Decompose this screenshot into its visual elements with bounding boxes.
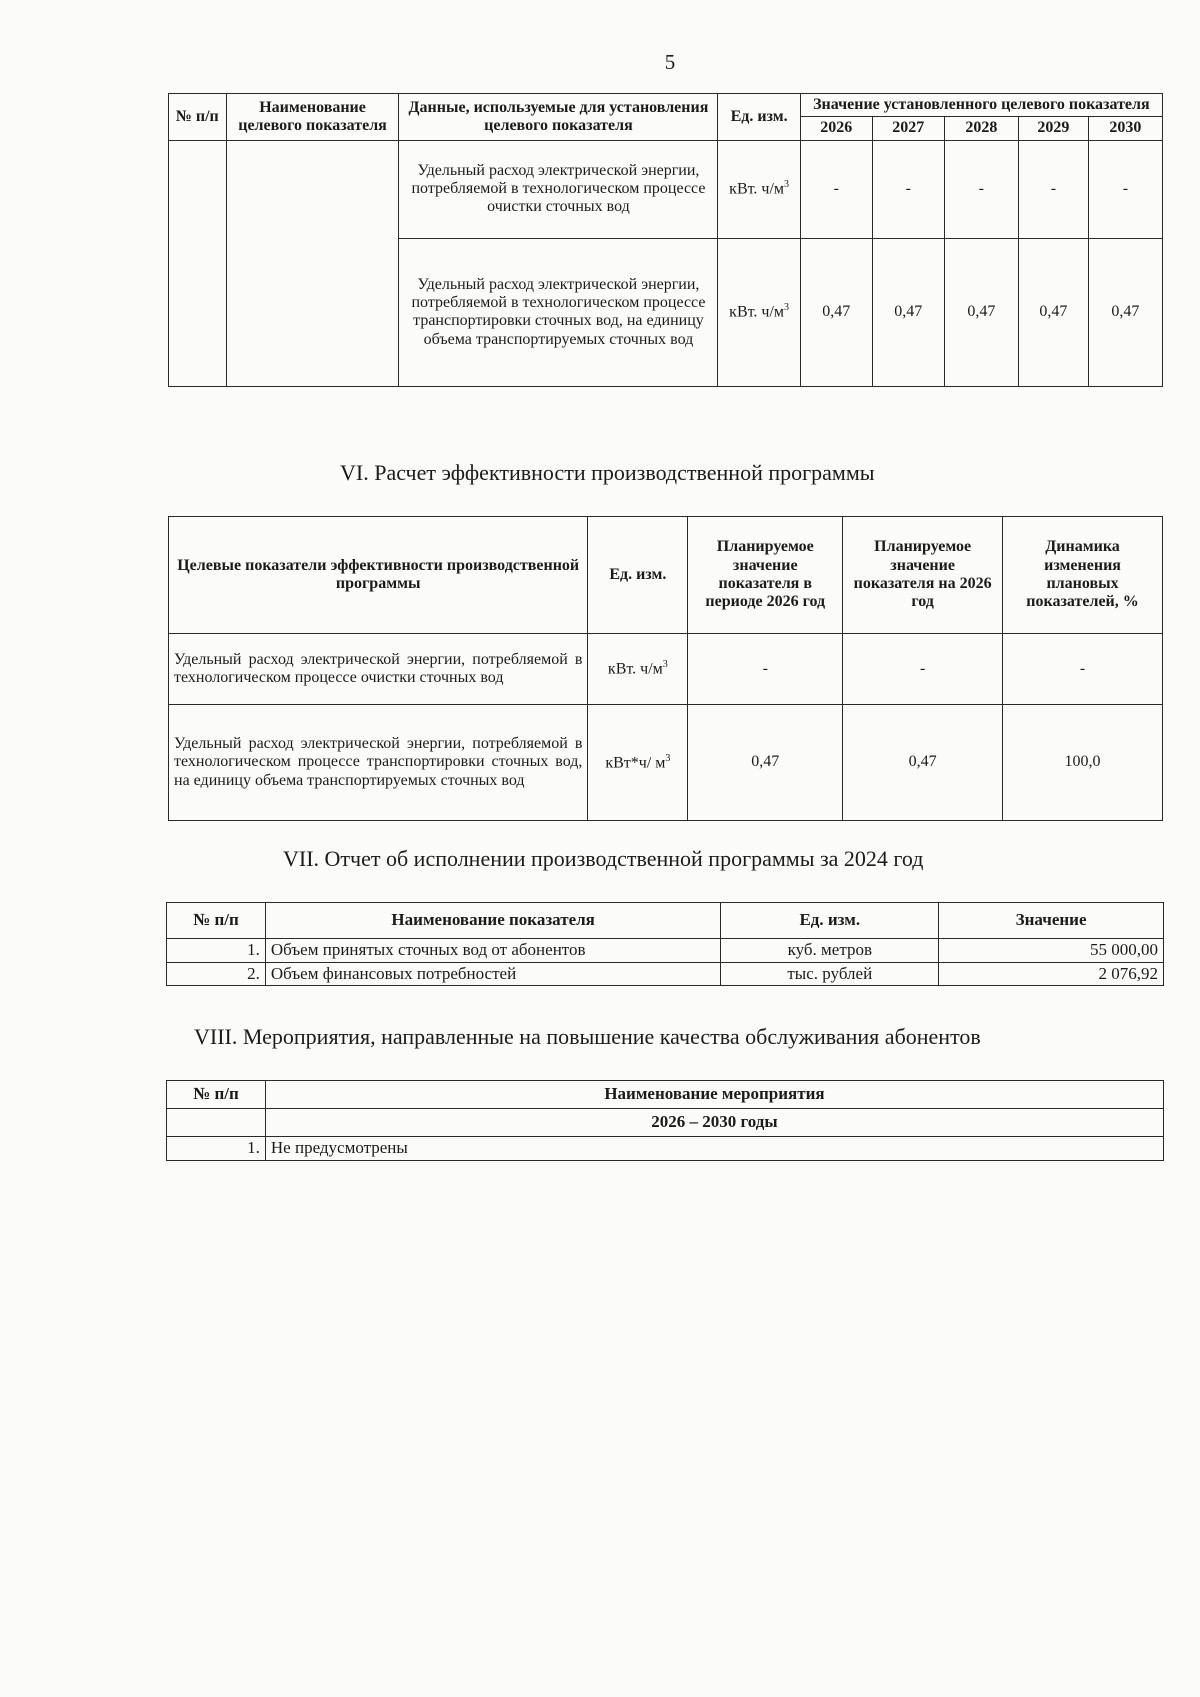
header-name: Наименование мероприятия (265, 1081, 1163, 1109)
cell-unit: кВт*ч/ $м^3$ (588, 705, 688, 821)
cell-unit: тыс. рублей (721, 962, 939, 986)
table-row (169, 705, 1163, 821)
header-year: 2027 (872, 117, 944, 140)
header-year: 2029 (1018, 117, 1088, 140)
header-unit: Ед. изм. (721, 903, 939, 939)
cell-dynamics: - (1003, 634, 1163, 705)
efficiency-table (168, 516, 1163, 821)
cell-empty (226, 140, 399, 386)
cell-planned-year: - (843, 634, 1003, 705)
cell-value: - (1018, 140, 1088, 238)
cell-value: 0,47 (1088, 238, 1162, 386)
header-indicator-name: Наименование целевого показателя (226, 94, 399, 141)
cell-planned-year: 0,47 (843, 705, 1003, 821)
header-value-group: Значение установленного целевого показателя (800, 94, 1162, 117)
cell-value: - (800, 140, 872, 238)
cell-name: Объем принятых сточных вод от абонентов (265, 939, 721, 963)
cell-unit: кВт. $ч/м^3$ (718, 140, 800, 238)
cell-num: 1. (167, 1137, 266, 1161)
cell-num: 1. (167, 939, 266, 963)
header-num: № п/п (167, 1081, 266, 1109)
header-year: 2030 (1088, 117, 1162, 140)
cell-num: 2. (167, 962, 266, 986)
cell-value: 0,47 (800, 238, 872, 386)
cell-value: 2 076,92 (939, 962, 1164, 986)
header-year: 2026 (800, 117, 872, 140)
header-year: 2028 (944, 117, 1018, 140)
header-value: Значение (939, 903, 1164, 939)
cell-name: Не предусмотрены (265, 1137, 1163, 1161)
page-number: 5 (664, 50, 676, 74)
cell-planned-period: 0,47 (688, 705, 843, 821)
header-data-used: Данные, используемые для установления целевого показателя (399, 94, 718, 141)
section-8-title: VIII. Мероприятия, направленные на повышение качества обслуживания абонентов (194, 1024, 981, 1049)
report-table (166, 902, 1164, 986)
cell-unit: кВт. $ч/м^3$ (588, 634, 688, 705)
section-6-title: VI. Расчет эффективности производственной программы (340, 460, 875, 485)
cell-value: - (1088, 140, 1162, 238)
header-unit: Ед. изм. (718, 94, 800, 141)
measures-table (166, 1080, 1164, 1161)
cell-dynamics: 100,0 (1003, 705, 1163, 821)
cell-value: 0,47 (1018, 238, 1088, 386)
cell-desc: Удельный расход электрической энергии, потребляемой в технологическом процессе очистки сточных вод (399, 140, 718, 238)
header-indicators: Целевые показатели эффективности производственной программы (169, 517, 588, 634)
cell-unit: кВт. $ч/м^3$ (718, 238, 800, 386)
table-row (167, 939, 1164, 963)
cell-desc: Удельный расход электрической энергии, потребляемой в технологическом процессе транспортировки сточных вод, на единицу объема транспортируемых сточных вод (399, 238, 718, 386)
cell-empty (167, 1109, 266, 1137)
cell-empty (169, 140, 227, 386)
cell-value: - (872, 140, 944, 238)
header-name: Наименование показателя (265, 903, 721, 939)
target-indicators-table (168, 93, 1163, 387)
cell-planned-period: - (688, 634, 843, 705)
cell-indicator: Удельный расход электрической энергии, потребляемой в технологическом процессе транспортировки сточных вод, на единицу объема транспортируемых сточных вод (169, 705, 588, 821)
table-row (169, 634, 1163, 705)
table-row (169, 140, 1163, 238)
cell-value: 55 000,00 (939, 939, 1164, 963)
header-num: № п/п (167, 903, 266, 939)
cell-value: 0,47 (872, 238, 944, 386)
section-7-title: VII. Отчет об исполнении производственной программы за 2024 год (283, 846, 924, 871)
header-planned-year: Планируемое значение показателя на 2026 год (843, 517, 1003, 634)
cell-name: Объем финансовых потребностей (265, 962, 721, 986)
cell-indicator: Удельный расход электрической энергии, потребляемой в технологическом процессе очистки сточных вод (169, 634, 588, 705)
header-planned-period: Планируемое значение показателя в периоде 2026 год (688, 517, 843, 634)
header-dynamics: Динамика изменения плановых показателей, % (1003, 517, 1163, 634)
cell-value: - (944, 140, 1018, 238)
table-row (167, 962, 1164, 986)
cell-value: 0,47 (944, 238, 1018, 386)
table-row (167, 1137, 1164, 1161)
period-label: 2026 – 2030 годы (265, 1109, 1163, 1137)
cell-unit: куб. метров (721, 939, 939, 963)
header-num: № п/п (169, 94, 227, 141)
header-unit: Ед. изм. (588, 517, 688, 634)
